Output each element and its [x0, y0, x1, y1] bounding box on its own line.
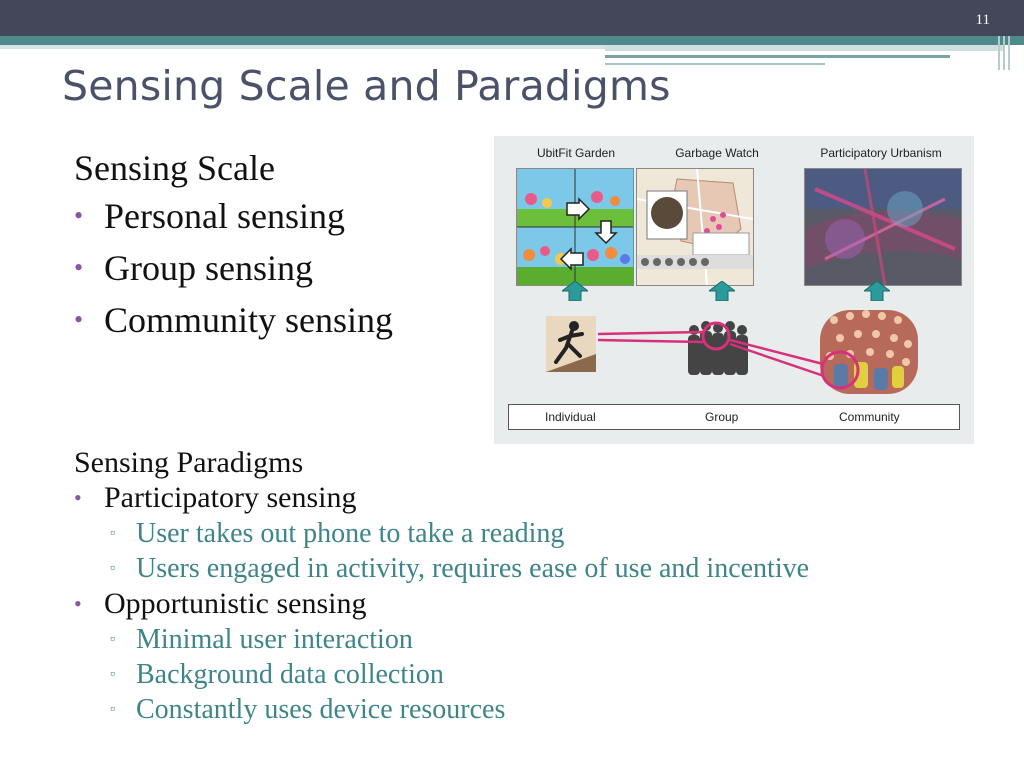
arrow-up-icon	[709, 281, 735, 301]
list-item-label: Opportunistic sensing	[104, 587, 367, 620]
sensing-scale-figure	[494, 136, 974, 444]
arrow-up-icon	[864, 281, 890, 301]
square-bullet-icon: ▫	[110, 526, 115, 541]
bullet-icon: •	[74, 591, 82, 616]
list-item	[74, 190, 393, 242]
header-stripe	[0, 36, 1024, 45]
bullet-icon: •	[74, 485, 82, 510]
list-item-label: Participatory sensing	[104, 481, 357, 514]
axis-label-group: Group	[705, 410, 739, 424]
bullet-icon: •	[74, 253, 84, 282]
square-bullet-icon: ▫	[110, 561, 115, 576]
bullet-icon: •	[74, 305, 84, 334]
square-bullet-icon: ▫	[110, 667, 115, 682]
list-item	[74, 480, 809, 516]
sensing-scale-heading: Sensing Scale	[74, 148, 275, 188]
list-item-label: Personal sensing	[104, 196, 345, 236]
sub-list-item-label: Users engaged in activity, requires ease of use and incentive	[136, 553, 810, 584]
sub-list-item	[74, 657, 809, 692]
sub-list-item-label: Minimal user interaction	[136, 624, 413, 655]
people-illustration	[494, 304, 974, 400]
square-bullet-icon: ▫	[110, 632, 115, 647]
sub-list-item-label: Constantly uses device resources	[136, 694, 506, 725]
sub-list-item	[74, 622, 809, 657]
header-vertical-lines	[998, 36, 1010, 70]
ubitfit-garden-image	[516, 168, 634, 286]
scale-axis-bar	[508, 404, 960, 430]
sub-list-item-label: Background data collection	[136, 659, 444, 690]
arrow-up-icon	[562, 281, 588, 301]
axis-label-community: Community	[839, 410, 900, 424]
header-bar	[0, 0, 1024, 36]
sub-list-item	[74, 516, 809, 551]
sub-list-item-label: User takes out phone to take a reading	[136, 518, 565, 549]
header-stripe-light-right	[605, 45, 1005, 51]
list-item	[74, 242, 393, 294]
sensing-scale-section	[74, 146, 393, 346]
list-item	[74, 586, 809, 622]
sub-list-item	[74, 551, 809, 586]
axis-label-individual: Individual	[545, 410, 596, 424]
slide-number: 11	[975, 12, 990, 28]
bullet-icon: •	[74, 201, 84, 230]
sub-list-item	[74, 692, 809, 727]
header-rule	[605, 55, 950, 58]
header-stripe-light	[0, 45, 605, 49]
list-item	[74, 294, 393, 346]
list-item-label: Community sensing	[104, 300, 394, 340]
sensing-paradigms-section	[74, 446, 809, 727]
figure-label-participatory-urbanism: Participatory Urbanism	[820, 146, 942, 160]
list-item-label: Group sensing	[104, 248, 313, 288]
slide-title: Sensing Scale and Paradigms	[62, 62, 671, 110]
sensing-paradigms-heading: Sensing Paradigms	[74, 446, 304, 479]
figure-label-garbage-watch: Garbage Watch	[675, 146, 759, 160]
garbage-watch-image	[636, 168, 754, 286]
participatory-urbanism-image	[804, 168, 962, 286]
figure-label-ubitfit: UbitFit Garden	[536, 146, 616, 160]
square-bullet-icon: ▫	[110, 702, 115, 717]
